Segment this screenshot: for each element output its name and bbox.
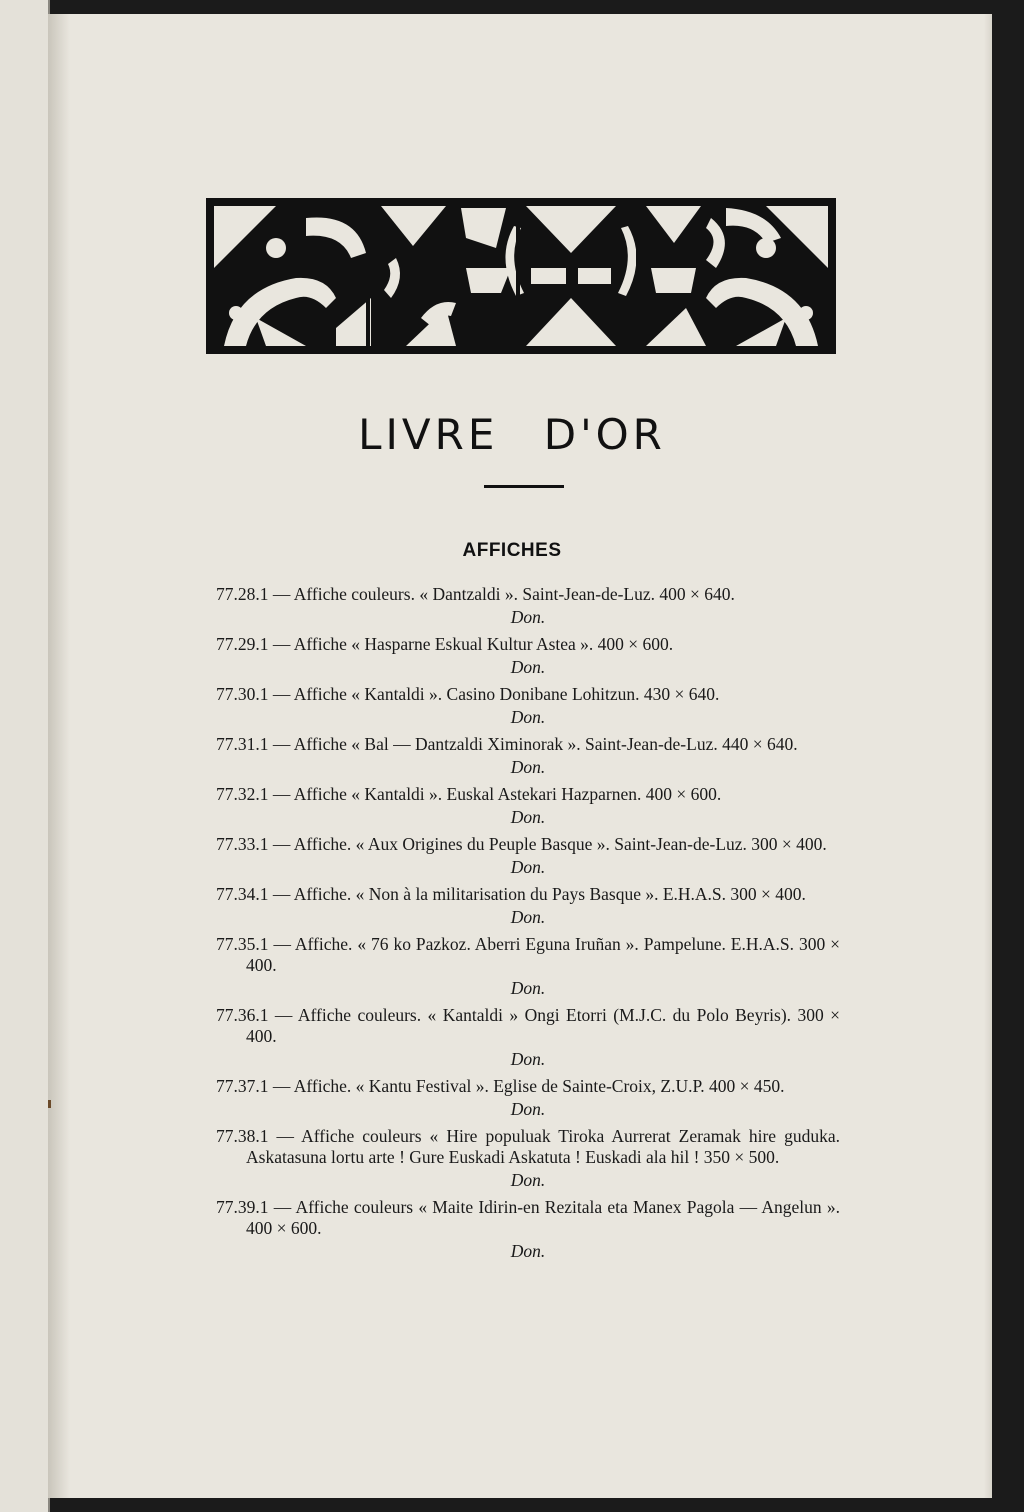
title-rule [484, 485, 564, 488]
entry-don: Don. [510, 1099, 546, 1119]
list-item [216, 634, 840, 678]
entry-don: Don. [510, 1170, 546, 1190]
list-item [216, 1005, 840, 1070]
page-edge [984, 14, 992, 1498]
entry-text: 77.29.1 — Affiche « Hasparne Eskual Kultur Astea ». 400 × 600. [216, 634, 674, 654]
list-item [216, 834, 840, 878]
page-title: LIVRE D'OR [358, 410, 666, 459]
entry-don: Don. [510, 1241, 546, 1261]
entry-text: 77.33.1 — Affiche. « Aux Origines du Peuple Basque ». Saint-Jean-de-Luz. 300 × 400. [216, 834, 827, 854]
entry-text: 77.28.1 — Affiche couleurs. « Dantzaldi ». Saint-Jean-de-Luz. 400 × 640. [216, 584, 735, 604]
entry-don: Don. [510, 807, 546, 827]
list-item [216, 1126, 840, 1191]
entry-text: 77.37.1 — Affiche. « Kantu Festival ». Eglise de Sainte-Croix, Z.U.P. 400 × 450. [216, 1076, 785, 1096]
entry-text: 77.39.1 — Affiche couleurs « Maite Idirin-en Rezitala eta Manex Pagola — Angelun ». 400 × 600. [216, 1197, 840, 1238]
entry-text: 77.32.1 — Affiche « Kantaldi ». Euskal Astekari Hazparnen. 400 × 600. [216, 784, 722, 804]
entry-don: Don. [510, 907, 546, 927]
entry-list [216, 584, 840, 1268]
entry-text: 77.35.1 — Affiche. « 76 ko Pazkoz. Aberri Eguna Iruñan ». Pampelune. E.H.A.S. 300 × 400. [216, 934, 840, 975]
entry-text: 77.30.1 — Affiche « Kantaldi ». Casino Donibane Lohitzun. 430 × 640. [216, 684, 720, 704]
entry-don: Don. [510, 1049, 546, 1069]
page-gutter [48, 14, 70, 1498]
entry-don: Don. [510, 978, 546, 998]
entry-don: Don. [510, 657, 546, 677]
list-item [216, 584, 840, 628]
list-item [216, 1076, 840, 1120]
paper-mark [48, 1100, 51, 1108]
section-heading: AFFICHES [462, 540, 562, 561]
left-page-edge [0, 0, 50, 1512]
list-item [216, 734, 840, 778]
list-item [216, 784, 840, 828]
entry-don: Don. [510, 857, 546, 877]
entry-text: 77.34.1 — Affiche. « Non à la militarisation du Pays Basque ». E.H.A.S. 300 × 400. [216, 884, 806, 904]
list-item [216, 934, 840, 999]
list-item [216, 884, 840, 928]
entry-don: Don. [510, 607, 546, 627]
basque-ornament-banner [206, 198, 836, 354]
entry-don: Don. [510, 757, 546, 777]
list-item [216, 684, 840, 728]
list-item [216, 1197, 840, 1262]
entry-text: 77.38.1 — Affiche couleurs « Hire populuak Tiroka Aurrerat Zeramak hire guduka. Askatasuna lortu arte ! Gure Euskadi Askatuta ! Euskadi ala hil ! 350 × 500. [216, 1126, 840, 1167]
entry-text: 77.31.1 — Affiche « Bal — Dantzaldi Ximinorak ». Saint-Jean-de-Luz. 440 × 640. [216, 734, 798, 754]
entry-don: Don. [510, 707, 546, 727]
entry-text: 77.36.1 — Affiche couleurs. « Kantaldi » Ongi Etorri (M.J.C. du Polo Beyris). 300 × 400. [216, 1005, 840, 1046]
